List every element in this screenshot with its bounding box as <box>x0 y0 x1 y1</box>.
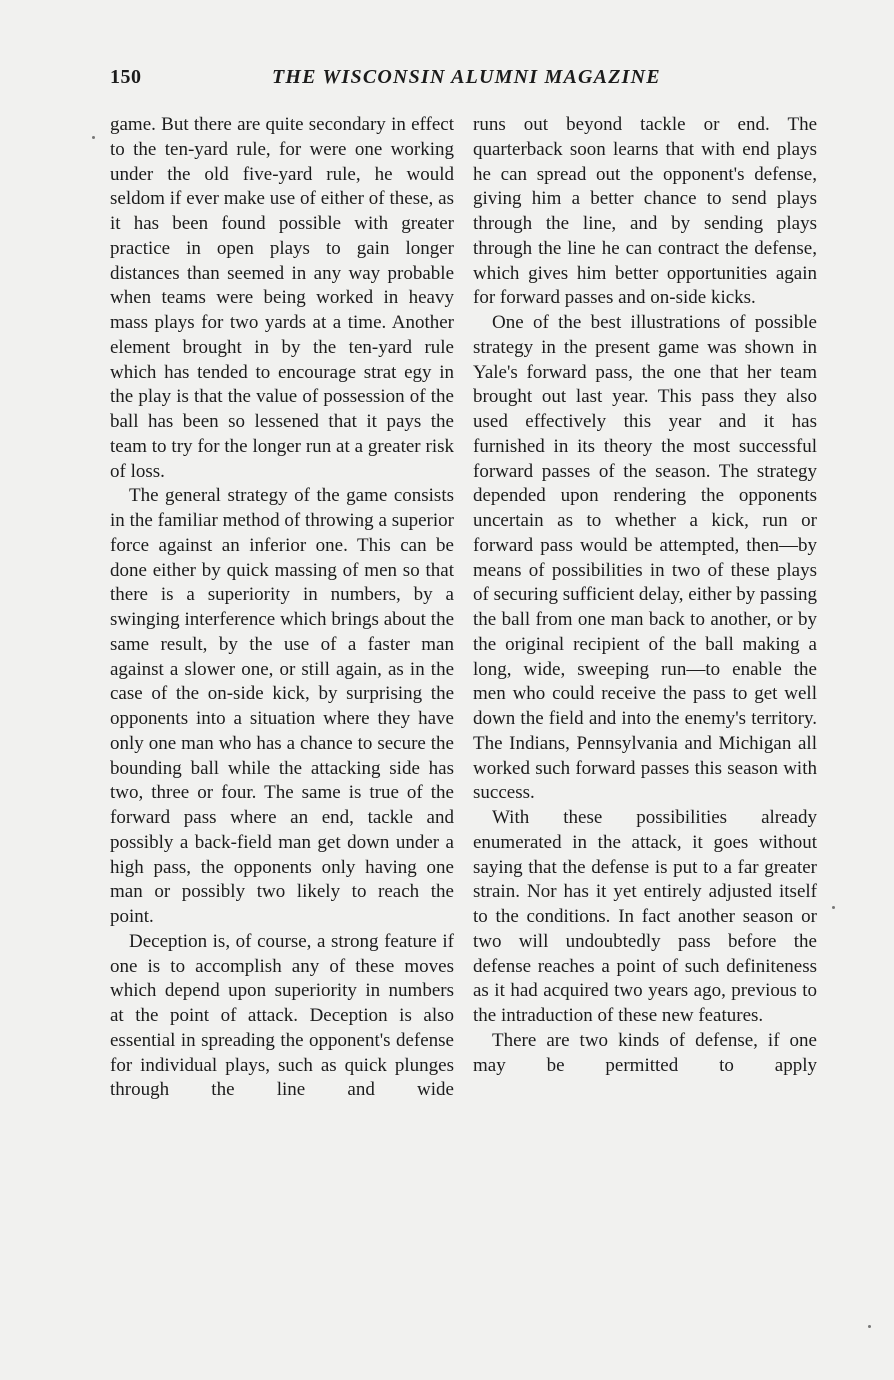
paragraph-general-strategy: The general strategy of the game consists in the familiar method of throwing a superior force against an inferior one. This can be done either by quick massing of men so that there is a superiority in numbers, by a swinging interference which brings about the same result, by the use of a faster man against a slower one, or still again, as in the case of the on-side kick, by surprising the opponents into a situation where they have only one man who has a chance to secure the bounding ball while the attacking side has two, three or four. The same is true of the forward pass where an end, tackle and possibly a back-field man get down under a high pass, the opponents only having one man or possibly two likely to reach the point. <box>110 485 454 927</box>
paper-speck <box>92 136 95 139</box>
page-number: 150 <box>110 66 142 88</box>
right-column <box>473 113 817 1078</box>
paragraph-defense-strain: With these possibilities already enumerated in the attack, it goes without saying that the defense is put to a far greater strain. Nor has it yet entirely adjusted itself to the conditions. In fact another season or two will undoubtedly pass before the defense reaches a point of such definiteness as it had acquired two years ago, previous to the intraduction of these new features. <box>473 807 817 1026</box>
paragraph-two-kinds-defense: There are two kinds of defense, if one may be permitted to apply <box>473 1029 817 1076</box>
paragraph-yale-forward-pass: One of the best illustrations of possible strategy in the present game was shown in Yale's forward pass, the one that her team brought out last year. This pass they also used effectively this year and it has furnished in its theory the most successful forward passes of the season. The strategy depended upon rendering the opponents uncertain as to whether a kick, run or forward pass would be attempted, then—by means of possibilities in two of these plays of securing sufficient delay, either by passing the ball from one man back to another, or by the original recipient of the ball making a long, wide, sweeping run—to enable the men who could receive the pass to get well down the field and into the enemy's territory. The Indians, Pennsylvania and Michigan all worked such forward passes this season with success. <box>473 312 818 804</box>
left-column <box>110 113 454 1103</box>
paper-speck <box>832 906 835 909</box>
magazine-title: THE WISCONSIN ALUMNI MAGAZINE <box>272 66 661 88</box>
paragraph-deception: Deception is, of course, a strong feature if one is to accomplish any of these moves which depend upon superiority in numbers at the point of attack. Deception is also essential in spreading the opponent's defense for individual plays, such as quick plunges through the line and wide <box>110 930 454 1101</box>
paragraph-continued: game. But there are quite secondary in effect to the ten-yard rule, for were one working under the old five-yard rule, he would seldom if ever make use of either of these, as it has been found possible with greater practice in open plays to gain longer distances than seemed in any way probable when teams were being worked in heavy mass plays for two yards at a time. Another element brought in by the ten-yard rule which has tended to encourage strat egy in the play is that the value of possession of the ball has been so lessened that it pays the team to try for the longer run at a greater risk of loss. <box>110 114 454 482</box>
paper-speck <box>868 1325 871 1328</box>
paragraph-end-runs: runs out beyond tackle or end. The quarterback soon learns that with end plays he can spread out the opponent's defense, giving him a better chance to send plays through the line, and by sending plays through the line he can contract the defense, which gives him better opportunities again for forward passes and on-side kicks. <box>473 114 817 309</box>
page-header <box>110 66 790 98</box>
